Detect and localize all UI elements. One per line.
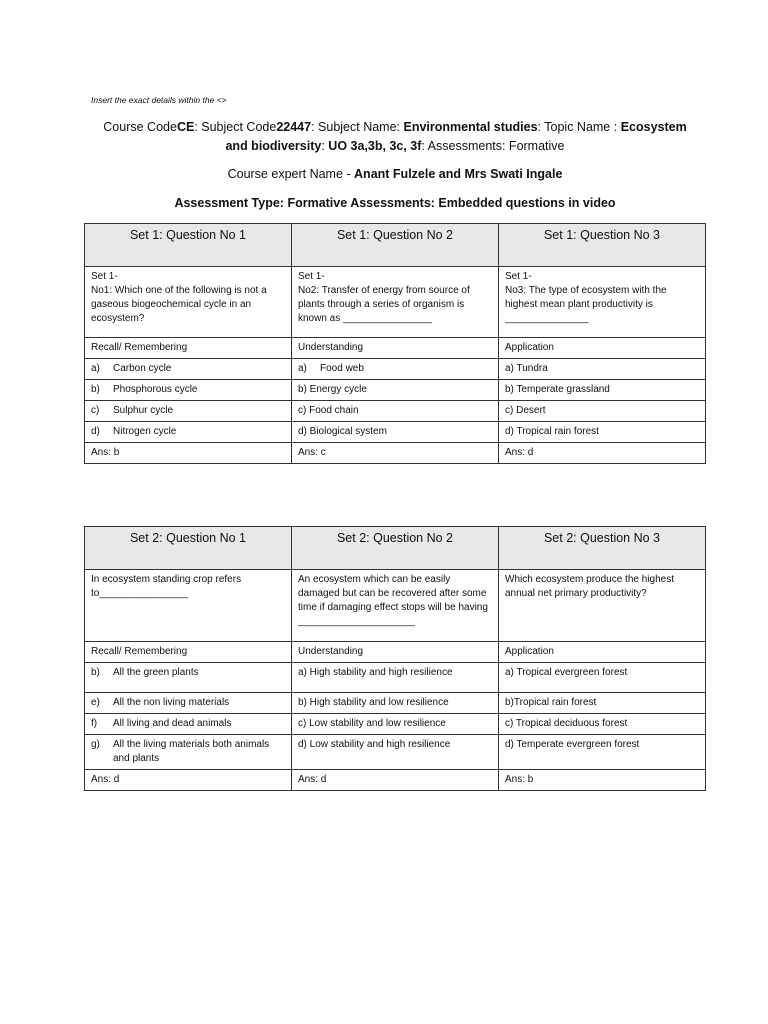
level-cell: Understanding — [292, 642, 499, 663]
option-cell — [499, 714, 706, 735]
set-2-table — [84, 526, 706, 791]
option-cell — [292, 422, 499, 443]
option-text: Carbon cycle — [113, 363, 172, 374]
option-cell — [499, 401, 706, 422]
option-cell — [85, 735, 292, 770]
option-text: b) Temperate grassland — [505, 384, 610, 395]
option-cell — [85, 359, 292, 380]
option-row — [85, 422, 706, 443]
option-text: All the green plants — [113, 667, 199, 678]
question-row — [85, 570, 706, 642]
uo-value: UO 3a,3b, 3c, 3f — [328, 139, 422, 153]
option-letter: b) — [91, 384, 100, 395]
subject-code-label: : Subject Code — [194, 120, 277, 134]
option-cell — [499, 422, 706, 443]
answer-row — [85, 443, 706, 464]
option-text: All living and dead animals — [113, 718, 232, 729]
option-text: d) Tropical rain forest — [505, 426, 599, 437]
option-text: Phosphorous cycle — [113, 384, 198, 395]
column-header: Set 2: Question No 1 — [85, 527, 292, 570]
question-cell: Which ecosystem produce the highest annual net primary productivity? — [499, 570, 706, 642]
option-letter: e) — [91, 697, 100, 708]
topic-name-value-cont: and biodiversity — [225, 139, 322, 153]
option-text: c) Food chain — [298, 405, 359, 416]
option-cell — [292, 735, 499, 770]
answer-cell: Ans: d — [292, 770, 499, 791]
option-text: Nitrogen cycle — [113, 426, 177, 437]
set-label: Set 1- — [298, 271, 325, 282]
option-text: All the living materials both animals and plants — [113, 739, 270, 764]
option-text: a) High stability and high resilience — [298, 667, 453, 678]
set-label: Set 1- — [505, 271, 532, 282]
option-cell — [85, 422, 292, 443]
answer-cell: Ans: d — [85, 770, 292, 791]
question-text: No3: The type of ecosystem with the highest mean plant productivity is _______________ — [505, 285, 667, 324]
answer-cell: Ans: c — [292, 443, 499, 464]
level-cell: Application — [499, 338, 706, 359]
option-text: c) Low stability and low resilience — [298, 718, 446, 729]
topic-name-value: Ecosystem — [620, 120, 687, 134]
option-cell — [85, 693, 292, 714]
option-letter: a) — [298, 363, 307, 374]
question-cell: In ecosystem standing crop refers to________________ — [85, 570, 292, 642]
level-row — [85, 338, 706, 359]
question-cell: An ecosystem which can be easily damaged but can be recovered after some time if damaging effect stops will be having _____________________ — [292, 570, 499, 642]
option-cell — [85, 401, 292, 422]
course-code-value: CE — [176, 120, 195, 134]
column-header: Set 2: Question No 2 — [292, 527, 499, 570]
assessments-label: : Assessments: Formative — [421, 139, 565, 153]
option-row — [85, 714, 706, 735]
assessment-type-line: Assessment Type: Formative Assessments: Embedded questions in video — [174, 196, 616, 210]
option-cell — [292, 401, 499, 422]
option-row — [85, 359, 706, 380]
level-cell: Recall/ Remembering — [85, 338, 292, 359]
answer-cell: Ans: b — [499, 770, 706, 791]
option-cell — [292, 693, 499, 714]
option-cell — [499, 359, 706, 380]
subject-name-label: : Subject Name: — [311, 120, 404, 134]
level-cell: Understanding — [292, 338, 499, 359]
header-line-3 — [84, 167, 706, 181]
option-letter: g) — [91, 739, 100, 750]
set-1-table — [84, 223, 706, 464]
option-letter: b) — [91, 667, 100, 678]
option-text: a) Tundra — [505, 363, 548, 374]
option-cell — [292, 663, 499, 693]
option-cell — [85, 714, 292, 735]
subject-name-value: Environmental studies — [403, 120, 538, 134]
question-cell — [85, 267, 292, 338]
option-cell — [499, 380, 706, 401]
option-text: Sulphur cycle — [113, 405, 174, 416]
option-row — [85, 401, 706, 422]
level-cell: Recall/ Remembering — [85, 642, 292, 663]
header-line-1 — [84, 120, 706, 134]
option-letter: d) — [91, 426, 100, 437]
option-text: d) Low stability and high resilience — [298, 739, 451, 750]
option-letter: f) — [91, 718, 98, 729]
column-header: Set 1: Question No 3 — [499, 224, 706, 267]
option-text: Food web — [320, 363, 364, 374]
instruction-note: Insert the exact details within the <> — [91, 95, 227, 105]
option-letter: a) — [91, 363, 100, 374]
answer-row — [85, 770, 706, 791]
course-code-label: Course Code — [103, 120, 177, 134]
option-cell — [85, 380, 292, 401]
option-row — [85, 735, 706, 770]
option-text: d) Biological system — [298, 426, 387, 437]
option-row — [85, 663, 706, 693]
question-cell — [292, 267, 499, 338]
topic-name-label: : Topic Name : — [537, 120, 621, 134]
column-header: Set 2: Question No 3 — [499, 527, 706, 570]
option-text: All the non living materials — [113, 697, 230, 708]
option-row — [85, 693, 706, 714]
question-text: No2: Transfer of energy from source of plants through a series of organism is known as ________________ — [298, 285, 470, 324]
option-text: a) Tropical evergreen forest — [505, 667, 628, 678]
answer-cell: Ans: b — [85, 443, 292, 464]
column-header: Set 1: Question No 1 — [85, 224, 292, 267]
table-header-row — [85, 527, 706, 570]
option-cell — [499, 663, 706, 693]
option-cell — [499, 735, 706, 770]
option-cell — [292, 714, 499, 735]
subject-code-value: 22447 — [276, 120, 312, 134]
option-cell — [292, 359, 499, 380]
question-row — [85, 267, 706, 338]
question-text: No1: Which one of the following is not a gaseous biogeochemical cycle in an ecosystem? — [91, 285, 267, 324]
option-cell — [85, 663, 292, 693]
level-cell: Application — [499, 642, 706, 663]
option-cell — [499, 693, 706, 714]
option-text: c) Tropical deciduous forest — [505, 718, 628, 729]
option-text: b) Energy cycle — [298, 384, 367, 395]
option-row — [85, 380, 706, 401]
header-line-2 — [84, 139, 706, 153]
option-text: c) Desert — [505, 405, 546, 416]
answer-cell: Ans: d — [499, 443, 706, 464]
option-letter: c) — [91, 405, 100, 416]
column-header: Set 1: Question No 2 — [292, 224, 499, 267]
option-text: b) High stability and low resilience — [298, 697, 449, 708]
question-cell — [499, 267, 706, 338]
level-row — [85, 642, 706, 663]
table-header-row — [85, 224, 706, 267]
expert-label: Course expert Name - — [227, 167, 355, 181]
option-text: d) Temperate evergreen forest — [505, 739, 640, 750]
expert-value: Anant Fulzele and Mrs Swati Ingale — [354, 167, 563, 181]
separator: : — [321, 139, 329, 153]
set-label: Set 1- — [91, 271, 118, 282]
option-text: b)Tropical rain forest — [505, 697, 597, 708]
option-cell — [292, 380, 499, 401]
